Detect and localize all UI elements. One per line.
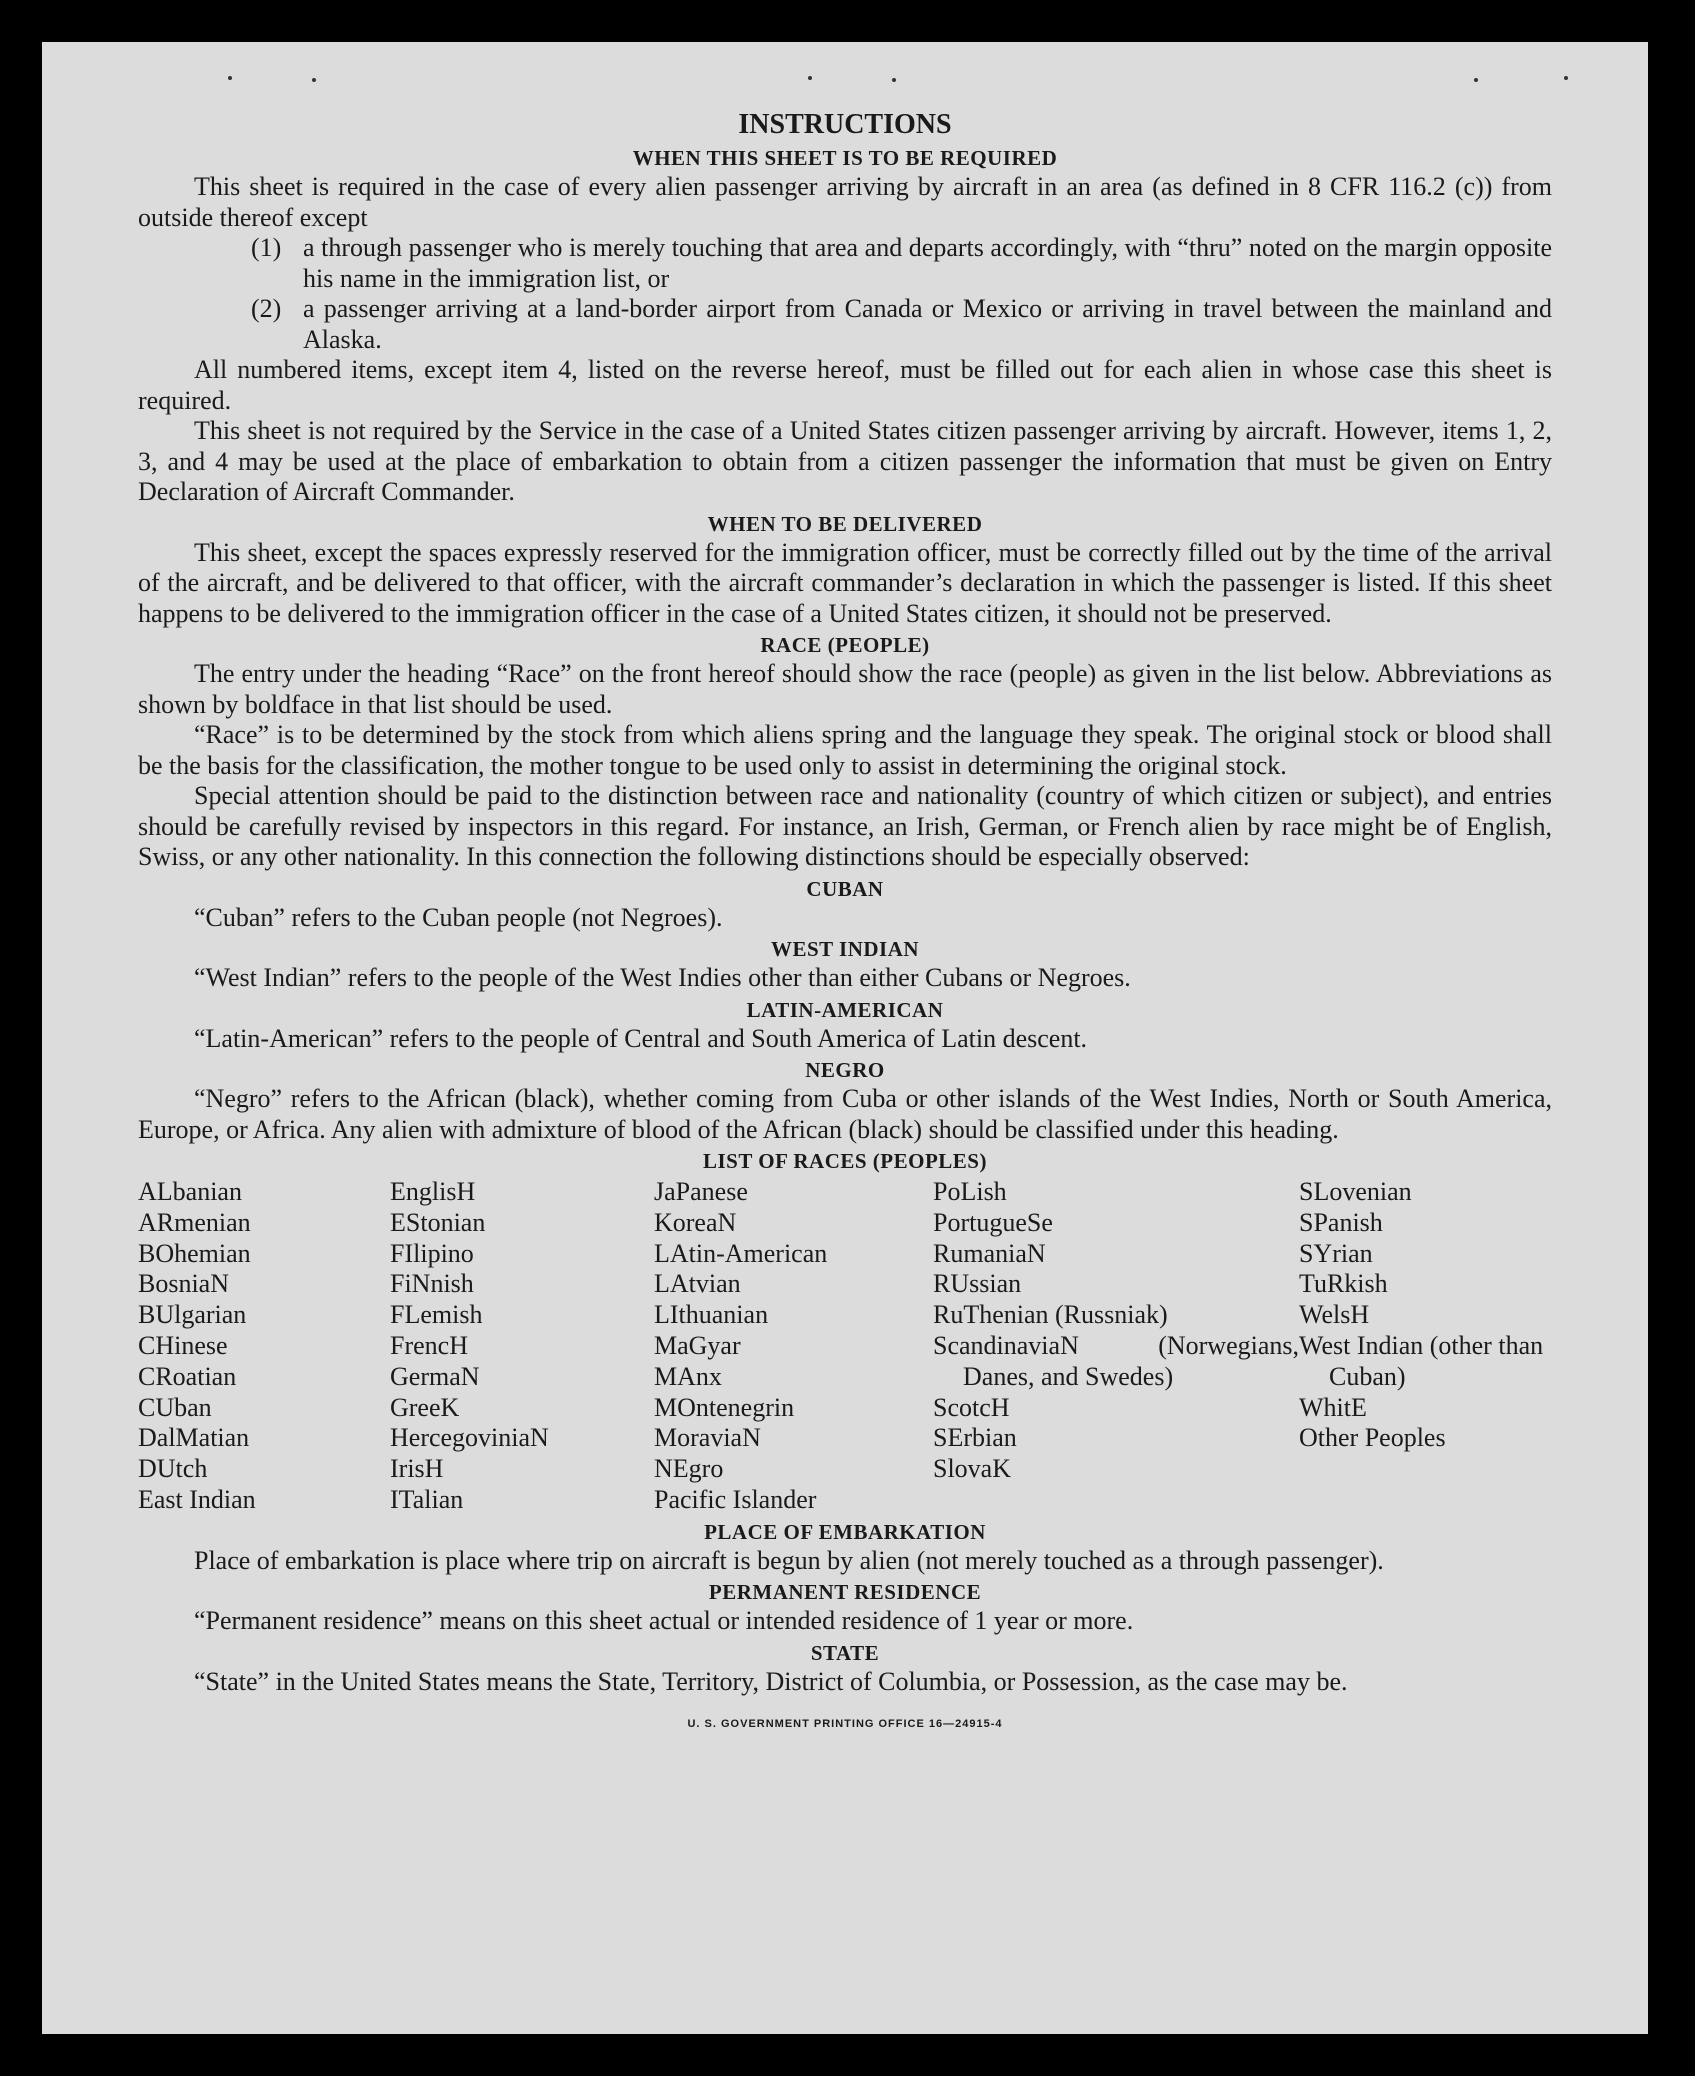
heading-when-delivered: WHEN TO BE DELIVERED — [707, 511, 983, 536]
when-required-para3: This sheet is not required by the Service in the case of a United States citizen passenger arriving by aircraft. However, items 1, 2, 3, and 4 may be used at the place of embarkation to obtain from a citizen passenger the information that must be given on Entry Declaration of Aircraft Commander. — [138, 416, 1552, 506]
race-entry: FiNnish — [390, 1269, 474, 1299]
heading-latin-american: LATIN-AMERICAN — [746, 997, 944, 1022]
race-entry: DalMatian — [138, 1423, 250, 1453]
race-entry: KoreaN — [654, 1207, 737, 1237]
race-entry: GermaN — [390, 1361, 480, 1391]
race-entry: Other Peoples — [1299, 1423, 1446, 1453]
when-required-para2: All numbered items, except item 4, listed on the reverse hereof, must be filled out for each alien in whose case this sheet is required. — [138, 355, 1552, 415]
heading-state: STATE — [810, 1640, 880, 1665]
exception-item-1 — [138, 233, 1552, 294]
heading-cuban: CUBAN — [806, 876, 884, 901]
race-entry: JaPanese — [654, 1177, 748, 1206]
race-entry: WelsH — [1299, 1300, 1370, 1330]
race-entry: CUban — [138, 1392, 212, 1422]
heading-negro: NEGRO — [805, 1058, 885, 1082]
residence-text: “Permanent residence” means on this sheet actual or intended residence of 1 year or more. — [194, 1606, 1134, 1636]
race-entry: DUtch — [138, 1454, 208, 1484]
race-entry: LAtin-American — [654, 1238, 828, 1268]
race-entry: BOhemian — [138, 1238, 251, 1268]
document-sheet — [42, 42, 1648, 2034]
race-para2: “Race” is to be determined by the stock from which aliens spring and the language they speak. The original stock or blood shall be the basis for the classification, the mother tongue to be used only to assist in determining the original stock. — [138, 720, 1552, 780]
race-entry: RuThenian (Russniak) — [933, 1300, 1168, 1330]
race-entry: EnglisH — [390, 1177, 476, 1206]
race-entry: GreeK — [390, 1392, 460, 1422]
page-title: INSTRUCTIONS — [738, 109, 952, 140]
race-entry: CHinese — [138, 1330, 228, 1360]
race-entry: Pacific Islander — [654, 1484, 817, 1514]
race-entry: LAtvian — [654, 1269, 741, 1299]
race-para1: The entry under the heading “Race” on the front hereof should show the race (people) as given in the list below. Abbreviations as shown by boldface in that list should be used. — [138, 659, 1552, 719]
races-column-4 — [933, 1177, 1299, 1516]
race-entry: PortugueSe — [933, 1207, 1053, 1237]
item-text: a passenger arriving at a land-border airport from Canada or Mexico or arriving in travel between the mainland and Alaska. — [303, 294, 1552, 354]
races-column-2 — [390, 1177, 654, 1516]
race-entry: HercegoviniaN — [390, 1423, 549, 1453]
race-entry: SLovenian — [1299, 1177, 1412, 1206]
race-entry: ScandinaviaN (Norwegians, Danes, and Swedes) — [933, 1330, 1299, 1391]
exception-item-2 — [138, 294, 1552, 355]
when-delivered-text: This sheet, except the spaces expressly reserved for the immigration officer, must be correctly filled out by the time of the arrival of the aircraft, and be delivered to that officer, with the aircraft commander’s declaration in which the passenger is listed. If this sheet happens to be delivered to the immigration officer in the case of a United States citizen, it should not be preserved. — [138, 537, 1552, 628]
heading-west-indian: WEST INDIAN — [770, 937, 920, 961]
item-number: (1) — [251, 233, 282, 262]
race-entry: PoLish — [933, 1177, 1007, 1206]
race-entry: MOntenegrin — [654, 1392, 795, 1422]
race-entry: FLemish — [390, 1300, 483, 1330]
race-entry: FrencH — [390, 1330, 468, 1360]
race-entry: LIthuanian — [654, 1300, 769, 1330]
printing-office-footer: U. S. GOVERNMENT PRINTING OFFICE 16—24915-4 — [687, 1718, 1003, 1731]
race-entry: East Indian — [138, 1484, 256, 1514]
heading-permanent-residence: PERMANENT RESIDENCE — [708, 1580, 982, 1605]
race-entry: RUssian — [933, 1269, 1022, 1299]
race-entry: CRoatian — [138, 1361, 237, 1391]
race-entry: RumaniaN — [933, 1238, 1046, 1268]
race-entry: SlovaK — [933, 1454, 1011, 1484]
item-text: a through passenger who is merely touching that area and departs accordingly, with “thru” noted on the margin opposite his name in the immigration list, or — [303, 233, 1552, 293]
races-list — [138, 1177, 1552, 1516]
race-entry: NEgro — [654, 1454, 724, 1484]
state-text: “State” in the United States means the State, Territory, District of Columbia, or Possession, as the case may be. — [194, 1666, 1348, 1696]
race-para3: Special attention should be paid to the distinction between race and nationality (country of which citizen or subject), and entries should be carefully revised by inspectors in this regard. For instance, an Irish, German, or French alien by race might be of English, Swiss, or any other nationality. In this connection the following distinctions should be especially observed: — [138, 781, 1552, 871]
race-entry: EStonian — [390, 1207, 486, 1237]
negro-text: “Negro” refers to the African (black), whether coming from Cuba or other islands of the West Indies, North or South America, Europe, or Africa. Any alien with admixture of blood of the African (black) should be classified under this heading. — [138, 1084, 1552, 1144]
race-entry: IrisH — [390, 1454, 444, 1484]
instructions-content — [138, 108, 1552, 1740]
item-number: (2) — [251, 294, 282, 323]
race-entry: BosniaN — [138, 1269, 229, 1299]
race-entry: SErbian — [933, 1423, 1017, 1453]
races-column-3 — [654, 1177, 933, 1516]
race-entry: MAnx — [654, 1361, 722, 1391]
west-indian-text: “West Indian” refers to the people of the West Indies other than either Cubans or Negroes. — [194, 963, 1131, 992]
heading-when-required: WHEN THIS SHEET IS TO BE REQUIRED — [632, 146, 1058, 170]
when-required-intro: This sheet is required in the case of every alien passenger arriving by aircraft in an area (as defined in 8 CFR 116.2 (c)) from outside thereof except — [138, 172, 1552, 232]
race-entry: West Indian (other than Cuban) — [1299, 1330, 1544, 1391]
heading-list-of-races: LIST OF RACES (PEOPLES) — [703, 1149, 987, 1173]
race-entry: BUlgarian — [138, 1300, 247, 1330]
races-column-1 — [138, 1177, 390, 1516]
race-entry: TuRkish — [1299, 1269, 1388, 1299]
race-entry: ALbanian — [138, 1177, 242, 1206]
race-entry: ARmenian — [138, 1207, 251, 1237]
race-entry: SPanish — [1299, 1207, 1383, 1237]
cuban-text: “Cuban” refers to the Cuban people (not Negroes). — [194, 902, 723, 932]
race-entry: FIlipino — [390, 1238, 474, 1268]
races-column-5 — [1299, 1177, 1552, 1516]
race-entry: MaGyar — [654, 1330, 741, 1360]
embarkation-text: Place of embarkation is place where trip on aircraft is begun by alien (not merely touched as a through passenger). — [194, 1545, 1384, 1575]
heading-embarkation: PLACE OF EMBARKATION — [704, 1519, 986, 1544]
race-entry: WhitE — [1299, 1392, 1367, 1422]
heading-race: RACE (PEOPLE) — [760, 633, 930, 657]
race-entry: ScotcH — [933, 1392, 1010, 1422]
race-entry: SYrian — [1299, 1238, 1373, 1268]
race-entry: MoraviaN — [654, 1423, 761, 1453]
latin-american-text: “Latin-American” refers to the people of Central and South America of Latin descent. — [194, 1023, 1088, 1053]
race-entry: ITalian — [390, 1484, 464, 1514]
